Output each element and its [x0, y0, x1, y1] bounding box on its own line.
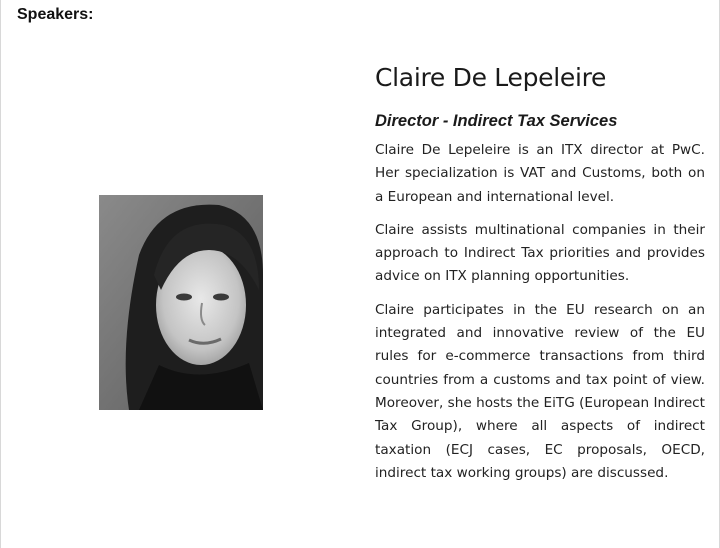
page-border-left	[0, 0, 1, 548]
bio-paragraph-2: Claire assists multinational companies in their approach to Indirect Tax priorities and provides advice on ITX planning opportunities.	[375, 221, 705, 285]
speaker-name: Claire De Lepeleire	[375, 63, 607, 92]
speaker-role: Director - Indirect Tax Services	[375, 112, 618, 130]
portrait-photo-icon	[99, 195, 263, 410]
speaker-bio	[375, 58, 705, 485]
section-heading: Speakers:	[17, 6, 94, 23]
bio-paragraph-3: Claire participates in the EU research on an integrated and innovative review of the EU rules for e-commerce transactions from third countries from a customs and tax point of view. Moreover, she hosts the EiTG (European Indirect Tax Group), where all aspects of indirect taxation (ECJ cases, EC proposals, OECD, indirect tax working groups) are discussed.	[375, 301, 705, 481]
bio-paragraph-1: Claire De Lepeleire is an ITX director at PwC. Her specialization is VAT and Customs, both on a European and international level.	[375, 142, 705, 205]
speaker-photo	[99, 195, 263, 410]
